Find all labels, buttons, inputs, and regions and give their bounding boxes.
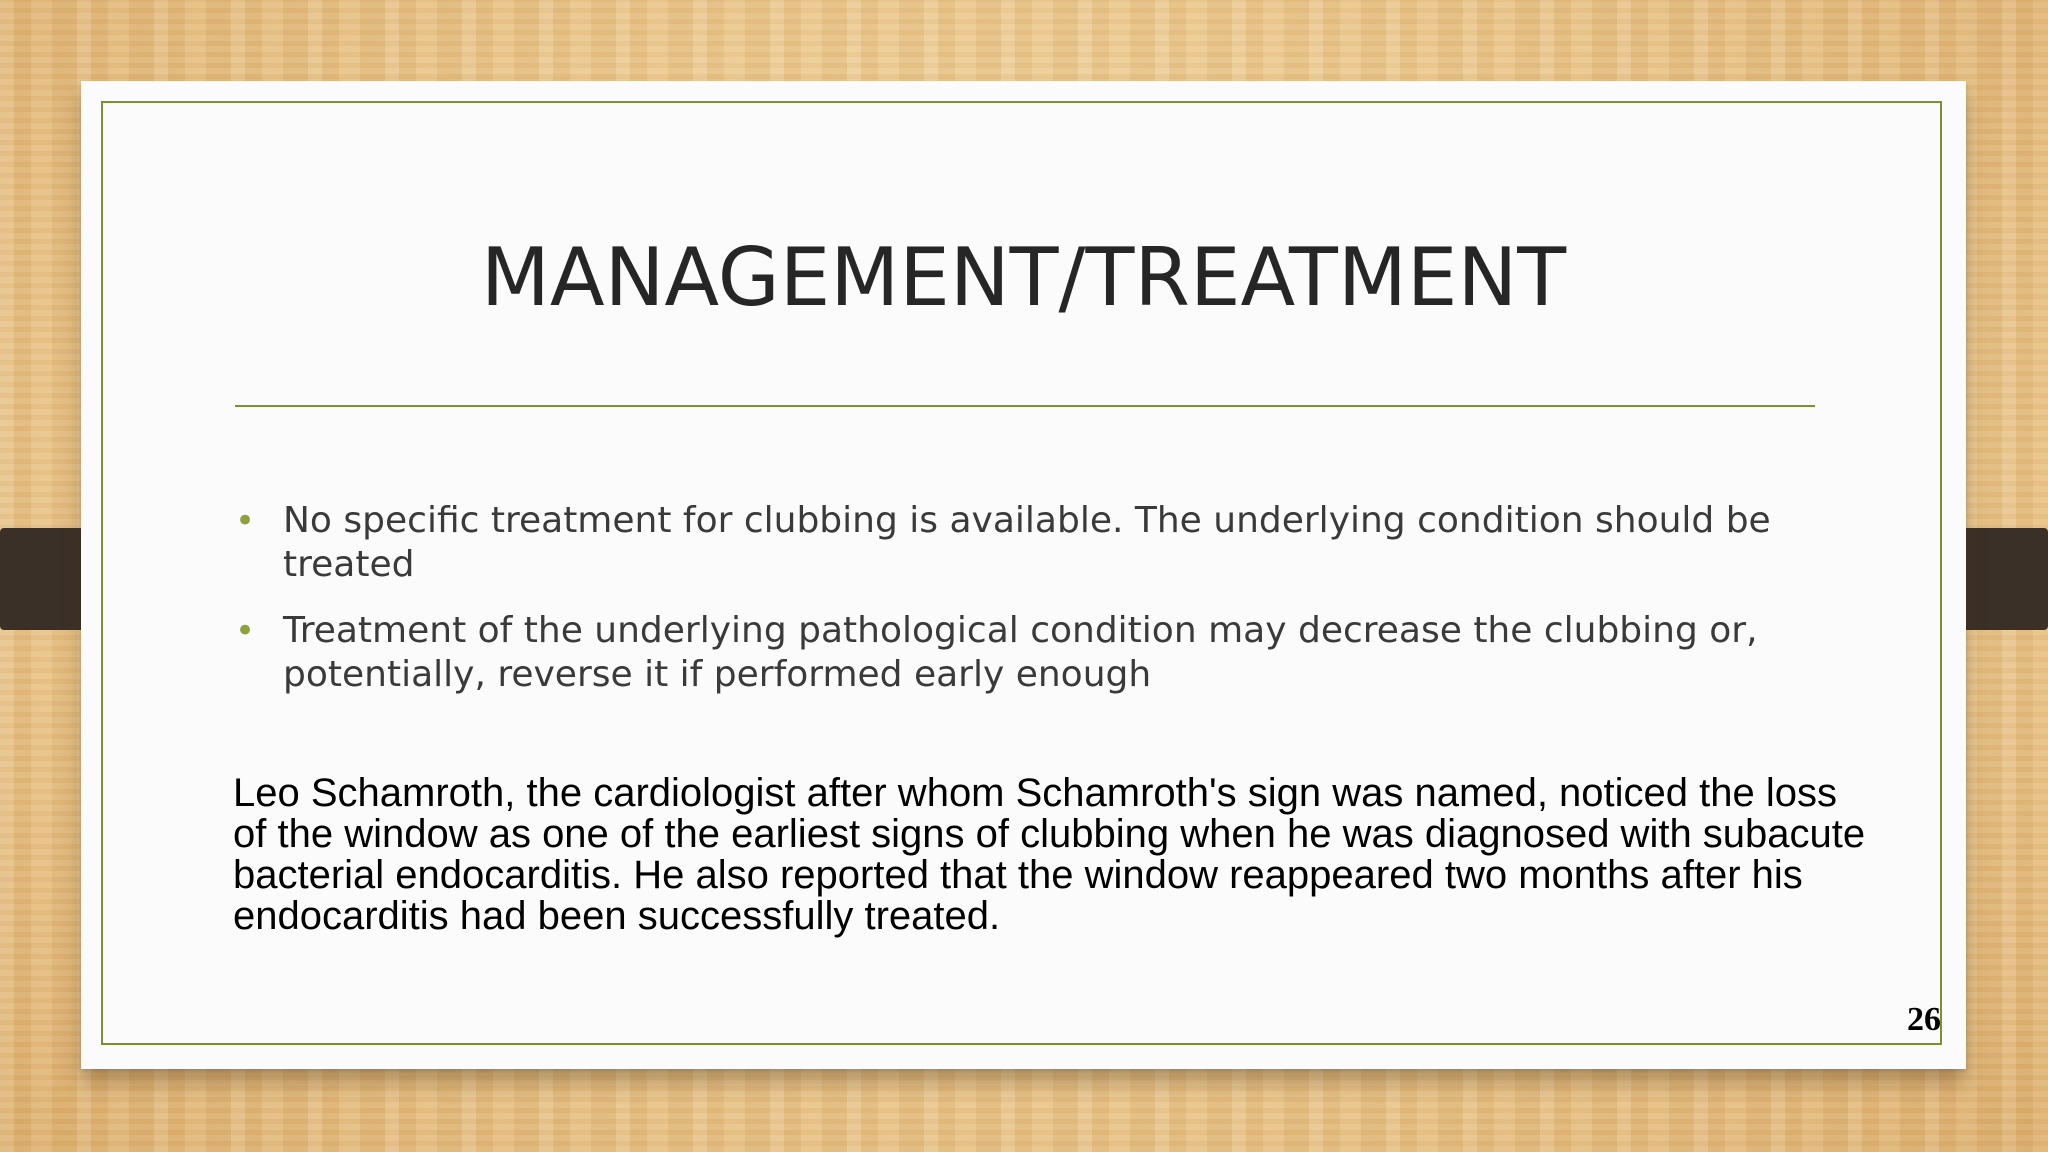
page-number: 26 — [1907, 1001, 1941, 1038]
bullet-text: No specific treatment for clubbing is available. The underlying condition should be treated — [283, 500, 1771, 585]
schamroth-paragraph: Leo Schamroth, the cardiologist after whom Schamroth's sign was named, noticed the loss of the window as one of the earliest signs of clubbing when he was diagnosed with subacute bacterial endocarditis. He also reported that the window reappeared two months after his endocarditis had been successfully treated. — [233, 771, 1866, 938]
slide-title: MANAGEMENT/TREATMENT — [480, 231, 1567, 324]
bullet-text: Treatment of the underlying pathological condition may decrease the clubbing or, potentially, reverse it if performed early enough — [283, 610, 1758, 695]
bullet-item — [235, 499, 1835, 587]
bullet-item — [235, 609, 1835, 697]
bullet-dot-icon: • — [235, 611, 256, 651]
title-divider — [235, 405, 1815, 407]
slide — [81, 81, 1966, 1069]
bullet-dot-icon: • — [235, 501, 256, 541]
bullet-list — [235, 499, 1835, 719]
